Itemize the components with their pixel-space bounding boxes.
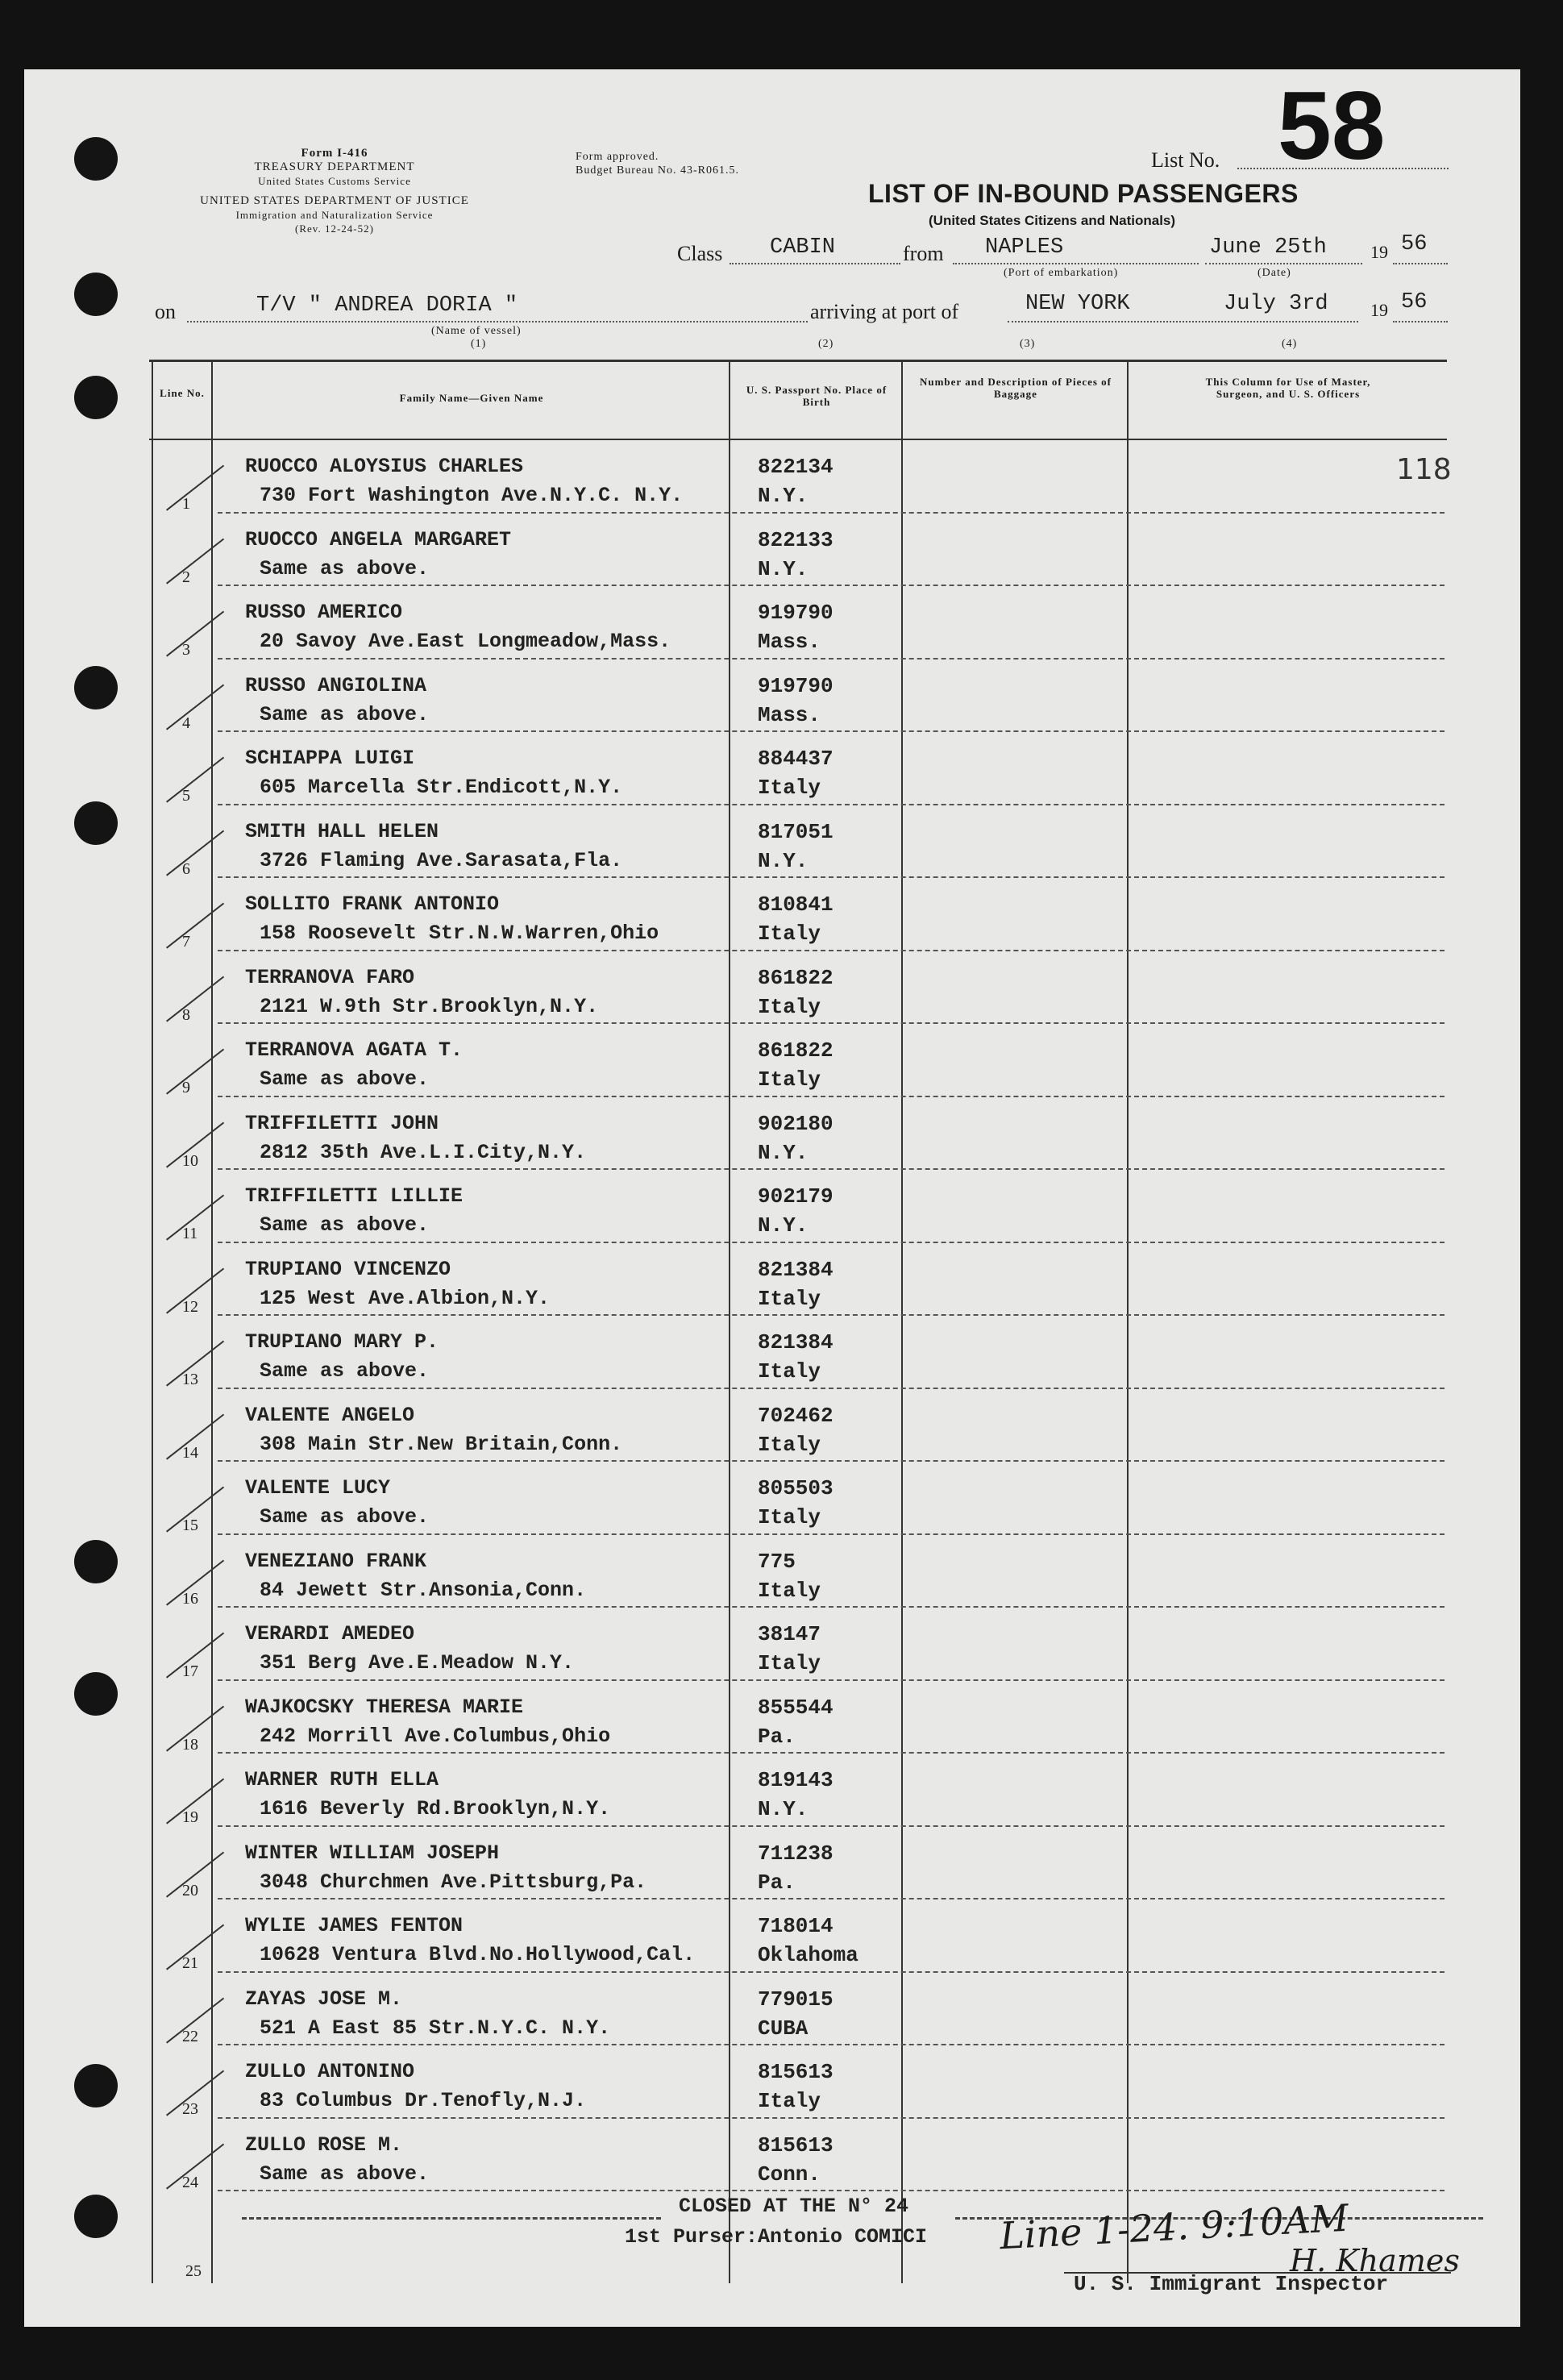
treasury-dept: TREASURY DEPARTMENT <box>254 160 415 173</box>
passenger-name: SCHIAPPA LUIGI <box>245 747 415 770</box>
passenger-address: 521 A East 85 Str.N.Y.C. N.Y. <box>260 2016 611 2040</box>
page-title: LIST OF IN-BOUND PASSENGERS <box>868 179 1299 208</box>
date-value: June 25th <box>1209 235 1327 260</box>
arrival-port-line <box>1008 321 1358 322</box>
year-value-1: 56 <box>1401 232 1428 256</box>
table-row <box>152 1681 1449 1754</box>
passport-number: 718014 <box>758 1914 833 1938</box>
line-number: 12 <box>182 1297 198 1316</box>
table-row <box>152 1389 1449 1463</box>
place-of-birth: N.Y. <box>758 1797 809 1821</box>
passenger-address: 125 West Ave.Albion,N.Y. <box>260 1286 551 1310</box>
place-of-birth: Italy <box>758 922 821 946</box>
annotation-118: 118 <box>1396 453 1452 486</box>
table-row <box>152 1024 1449 1097</box>
closing-dash-left <box>242 2217 661 2220</box>
passenger-name: RUSSO ANGIOLINA <box>245 673 427 697</box>
table-row <box>152 805 1449 879</box>
place-of-birth: Italy <box>758 1067 821 1092</box>
year-prefix-2: 19 <box>1370 300 1388 320</box>
table-row <box>152 1899 1449 1973</box>
line-number: 14 <box>182 1443 198 1462</box>
table-row <box>152 732 1449 805</box>
passenger-address: Same as above. <box>260 1213 430 1237</box>
table-row <box>152 1608 1449 1681</box>
line-number: 1 <box>182 495 190 513</box>
passenger-address: 83 Columbus Dr.Tenofly,N.J. <box>260 2089 587 2112</box>
col2-num: (2) <box>818 338 834 350</box>
line-number-25: 25 <box>185 2262 202 2280</box>
passenger-address: 158 Roosevelt Str.N.W.Warren,Ohio <box>260 922 659 945</box>
line-number: 9 <box>182 1079 190 1096</box>
passenger-name: TERRANOVA AGATA T. <box>245 1038 463 1062</box>
passenger-address: 605 Marcella Str.Endicott,N.Y. <box>260 776 623 799</box>
line-number: 23 <box>182 2100 198 2118</box>
col-header-passport: U. S. Passport No. Place of Birth <box>746 384 888 408</box>
punch-hole-2 <box>74 273 118 316</box>
check-mark <box>166 538 224 584</box>
passenger-address: Same as above. <box>260 1067 430 1091</box>
col-header-baggage: Number and Description of Pieces of Baggage <box>919 376 1112 400</box>
table-row <box>152 1462 1449 1535</box>
line-number: 5 <box>182 787 190 805</box>
justice-dept: UNITED STATES DEPARTMENT OF JUSTICE <box>200 194 469 207</box>
budget-bureau: Budget Bureau No. 43-R061.5. <box>576 164 739 177</box>
line-number: 21 <box>182 1954 198 1972</box>
line-number: 2 <box>182 568 190 586</box>
passport-number: 821384 <box>758 1257 833 1282</box>
place-of-birth: Italy <box>758 1286 821 1311</box>
table-row <box>152 1535 1449 1608</box>
passport-number: 822134 <box>758 455 833 479</box>
col-header-line: Line No. <box>160 387 205 399</box>
col3-num: (3) <box>1020 338 1036 350</box>
passenger-name: WARNER RUTH ELLA <box>245 1768 439 1791</box>
punch-hole-9 <box>74 2195 118 2238</box>
table-row <box>152 1243 1449 1317</box>
from-line <box>953 263 1199 264</box>
class-line <box>730 263 900 264</box>
passenger-address: 730 Fort Washington Ave.N.Y.C. N.Y. <box>260 484 684 507</box>
place-of-birth: Conn. <box>758 2162 821 2187</box>
line-number: 7 <box>182 933 190 951</box>
check-mark <box>166 757 224 803</box>
passenger-name: TERRANOVA FARO <box>245 965 415 989</box>
passenger-name: TRIFFILETTI LILLIE <box>245 1184 463 1208</box>
punch-hole-1 <box>74 137 118 181</box>
line-number: 11 <box>182 1225 198 1242</box>
year-line-2 <box>1393 321 1448 322</box>
passenger-name: WINTER WILLIAM JOSEPH <box>245 1841 500 1865</box>
place-of-birth: Mass. <box>758 702 821 727</box>
table-row <box>152 2045 1449 2119</box>
passport-number: 38147 <box>758 1622 821 1646</box>
passenger-address: Same as above. <box>260 2162 430 2186</box>
check-mark <box>166 976 224 1021</box>
page-subtitle: (United States Citizens and Nationals) <box>929 213 1176 228</box>
punch-hole-7 <box>74 1672 118 1716</box>
check-mark <box>166 903 224 949</box>
class-value: CABIN <box>770 235 836 260</box>
col-header-name: Family Name—Given Name <box>399 392 544 404</box>
line-number: 6 <box>182 859 190 878</box>
punch-hole-4 <box>74 666 118 709</box>
place-of-birth: N.Y. <box>758 848 809 873</box>
passenger-name: SOLLITO FRANK ANTONIO <box>245 892 500 916</box>
row-separator <box>218 2190 1445 2191</box>
place-of-birth: Italy <box>758 776 821 800</box>
form-approval <box>576 150 739 177</box>
arrival-port: NEW YORK <box>1025 292 1130 316</box>
line-number: 18 <box>182 1735 198 1754</box>
passport-number: 822133 <box>758 527 833 552</box>
passport-number: 902180 <box>758 1111 833 1136</box>
passenger-name: WYLIE JAMES FENTON <box>245 1914 463 1937</box>
form-number: Form I-416 <box>301 147 368 160</box>
passenger-name: WAJKOCSKY THERESA MARIE <box>245 1695 524 1719</box>
col-header-officers: This Column for Use of Master, Surgeon, and U. S. Officers <box>1205 376 1371 400</box>
line-number: 10 <box>182 1151 198 1170</box>
place-of-birth: CUBA <box>758 2016 809 2041</box>
table-row <box>152 440 1449 514</box>
line-number: 8 <box>182 1005 190 1024</box>
purser: 1st Purser:Antonio COMICI <box>625 2225 928 2249</box>
passenger-address: 20 Savoy Ave.East Longmeadow,Mass. <box>260 630 671 653</box>
date-line <box>1205 263 1362 264</box>
punch-hole-6 <box>74 1540 118 1583</box>
punch-hole-8 <box>74 2064 118 2107</box>
passport-number: 810841 <box>758 892 833 917</box>
passport-number: 775 <box>758 1549 796 1574</box>
inspector-label: U. S. Immigrant Inspector <box>1074 2272 1389 2296</box>
passenger-name: TRIFFILETTI JOHN <box>245 1111 439 1135</box>
punch-hole-5 <box>74 801 118 845</box>
table-row <box>152 1754 1449 1827</box>
line-number: 20 <box>182 1881 198 1899</box>
place-of-birth: N.Y. <box>758 1213 809 1238</box>
place-of-birth: N.Y. <box>758 484 809 508</box>
from-label: from <box>903 242 944 265</box>
punch-hole-3 <box>74 376 118 419</box>
date-caption: (Date) <box>1257 267 1291 279</box>
table-top-rule <box>149 360 1447 362</box>
passenger-address: 84 Jewett Str.Ansonia,Conn. <box>260 1578 587 1602</box>
line-number: 4 <box>182 714 190 732</box>
passport-number: 821384 <box>758 1330 833 1354</box>
line-number: 19 <box>182 1808 198 1826</box>
passport-number: 817051 <box>758 819 833 844</box>
table-row <box>152 951 1449 1025</box>
year-line-1 <box>1393 263 1448 264</box>
passenger-name: ZULLO ROSE M. <box>245 2132 403 2157</box>
vessel-name: T/V " ANDREA DORIA " <box>256 293 518 318</box>
passenger-name: VALENTE LUCY <box>245 1476 391 1500</box>
passport-number: 855544 <box>758 1695 833 1720</box>
table-row <box>152 1170 1449 1243</box>
place-of-birth: Italy <box>758 1651 821 1675</box>
passenger-name: VALENTE ANGELO <box>245 1403 415 1427</box>
place-of-birth: Italy <box>758 1505 821 1529</box>
vessel-line <box>187 321 808 322</box>
line-number: 17 <box>182 1662 198 1680</box>
customs-service: United States Customs Service <box>258 175 411 187</box>
list-number: 58 <box>1278 72 1386 180</box>
place-of-birth: Pa. <box>758 1724 796 1749</box>
passenger-name: ZULLO ANTONINO <box>245 2060 415 2083</box>
line-number: 24 <box>182 2173 198 2191</box>
passenger-address: 1616 Beverly Rd.Brooklyn,N.Y. <box>260 1797 611 1820</box>
arrival-date: July 3rd <box>1224 292 1328 316</box>
line-number: 3 <box>182 641 190 659</box>
vessel-col-num: (1) <box>471 338 487 350</box>
from-value: NAPLES <box>985 235 1064 260</box>
check-mark <box>166 1049 224 1095</box>
passport-number: 815613 <box>758 2060 833 2084</box>
passenger-address: 308 Main Str.New Britain,Conn. <box>260 1432 623 1456</box>
passenger-name: TRUPIANO MARY P. <box>245 1330 439 1354</box>
passenger-address: 3726 Flaming Ave.Sarasata,Fla. <box>260 848 623 872</box>
passenger-name: TRUPIANO VINCENZO <box>245 1257 451 1281</box>
passport-number: 805503 <box>758 1476 833 1500</box>
line-number: 22 <box>182 2027 198 2045</box>
class-label: Class <box>677 242 723 265</box>
passport-number: 819143 <box>758 1768 833 1792</box>
place-of-birth: Italy <box>758 1432 821 1457</box>
passenger-address: Same as above. <box>260 702 430 726</box>
inspector-initials: H. Khames <box>1290 2243 1460 2278</box>
place-of-birth: Pa. <box>758 1870 796 1895</box>
passenger-name: RUOCCO ANGELA MARGARET <box>245 527 512 551</box>
form-header <box>145 147 524 235</box>
place-of-birth: Mass. <box>758 630 821 654</box>
line-number: 16 <box>182 1589 198 1608</box>
on-label: on <box>155 300 176 323</box>
table-row <box>152 878 1449 951</box>
table-row <box>152 2119 1449 2192</box>
place-of-birth: Italy <box>758 1578 821 1603</box>
list-no-label: List No. <box>1151 148 1220 172</box>
passport-number: 919790 <box>758 601 833 625</box>
place-of-birth: Oklahoma <box>758 1943 858 1967</box>
passport-number: 861822 <box>758 1038 833 1063</box>
vessel-caption: (Name of vessel) <box>431 325 522 337</box>
passport-number: 711238 <box>758 1841 833 1866</box>
passenger-address: 351 Berg Ave.E.Meadow N.Y. <box>260 1651 575 1675</box>
arriving-label: arriving at port of <box>810 300 959 323</box>
passport-number: 919790 <box>758 673 833 698</box>
line-number: 15 <box>182 1517 198 1534</box>
passport-number: 702462 <box>758 1403 833 1428</box>
table-row <box>152 1097 1449 1171</box>
passenger-address: 3048 Churchmen Ave.Pittsburg,Pa. <box>260 1870 647 1894</box>
passport-number: 902179 <box>758 1184 833 1209</box>
passenger-address: 10628 Ventura Blvd.No.Hollywood,Cal. <box>260 1943 696 1966</box>
check-mark <box>166 830 224 876</box>
passport-number: 861822 <box>758 965 833 990</box>
ins-service: Immigration and Naturalization Service <box>235 209 434 221</box>
passport-number: 884437 <box>758 747 833 771</box>
check-mark <box>166 684 224 730</box>
closed-at: CLOSED AT THE N° 24 <box>679 2195 909 2218</box>
passport-number: 779015 <box>758 1987 833 2012</box>
form-revision: (Rev. 12-24-52) <box>295 223 374 235</box>
passenger-name: VERARDI AMEDEO <box>245 1622 415 1646</box>
table-row <box>152 1973 1449 2046</box>
passenger-name: ZAYAS JOSE M. <box>245 1987 403 2011</box>
passenger-address: Same as above. <box>260 1359 430 1383</box>
year-value-2: 56 <box>1401 290 1428 314</box>
place-of-birth: Italy <box>758 2089 821 2113</box>
place-of-birth: Italy <box>758 1359 821 1383</box>
line-number: 13 <box>182 1371 198 1388</box>
passenger-name: RUOCCO ALOYSIUS CHARLES <box>245 455 524 478</box>
table-row <box>152 1827 1449 1900</box>
passenger-name: VENEZIANO FRANK <box>245 1549 427 1573</box>
passport-number: 815613 <box>758 2132 833 2157</box>
embark-caption: (Port of embarkation) <box>1004 267 1119 279</box>
table-row <box>152 514 1449 587</box>
col4-num: (4) <box>1282 338 1298 350</box>
place-of-birth: Italy <box>758 994 821 1019</box>
passenger-address: 242 Morrill Ave.Columbus,Ohio <box>260 1724 611 1748</box>
year-prefix-1: 19 <box>1370 242 1388 262</box>
passenger-address: 2121 W.9th Str.Brooklyn,N.Y. <box>260 994 599 1018</box>
place-of-birth: N.Y. <box>758 1140 809 1165</box>
place-of-birth: N.Y. <box>758 556 809 581</box>
passenger-address: 2812 35th Ave.L.I.City,N.Y. <box>260 1140 587 1164</box>
passenger-name: SMITH HALL HELEN <box>245 819 439 843</box>
passenger-name: RUSSO AMERICO <box>245 601 403 624</box>
handwritten-inspection-note: Line 1-24. 9:10AM <box>998 2195 1350 2258</box>
check-mark <box>166 465 224 511</box>
table-row <box>152 1316 1449 1389</box>
table-row <box>152 659 1449 733</box>
table-row <box>152 586 1449 659</box>
passenger-address: Same as above. <box>260 556 430 580</box>
check-mark <box>166 611 224 657</box>
form-approved: Form approved. <box>576 151 659 163</box>
passenger-address: Same as above. <box>260 1505 430 1529</box>
